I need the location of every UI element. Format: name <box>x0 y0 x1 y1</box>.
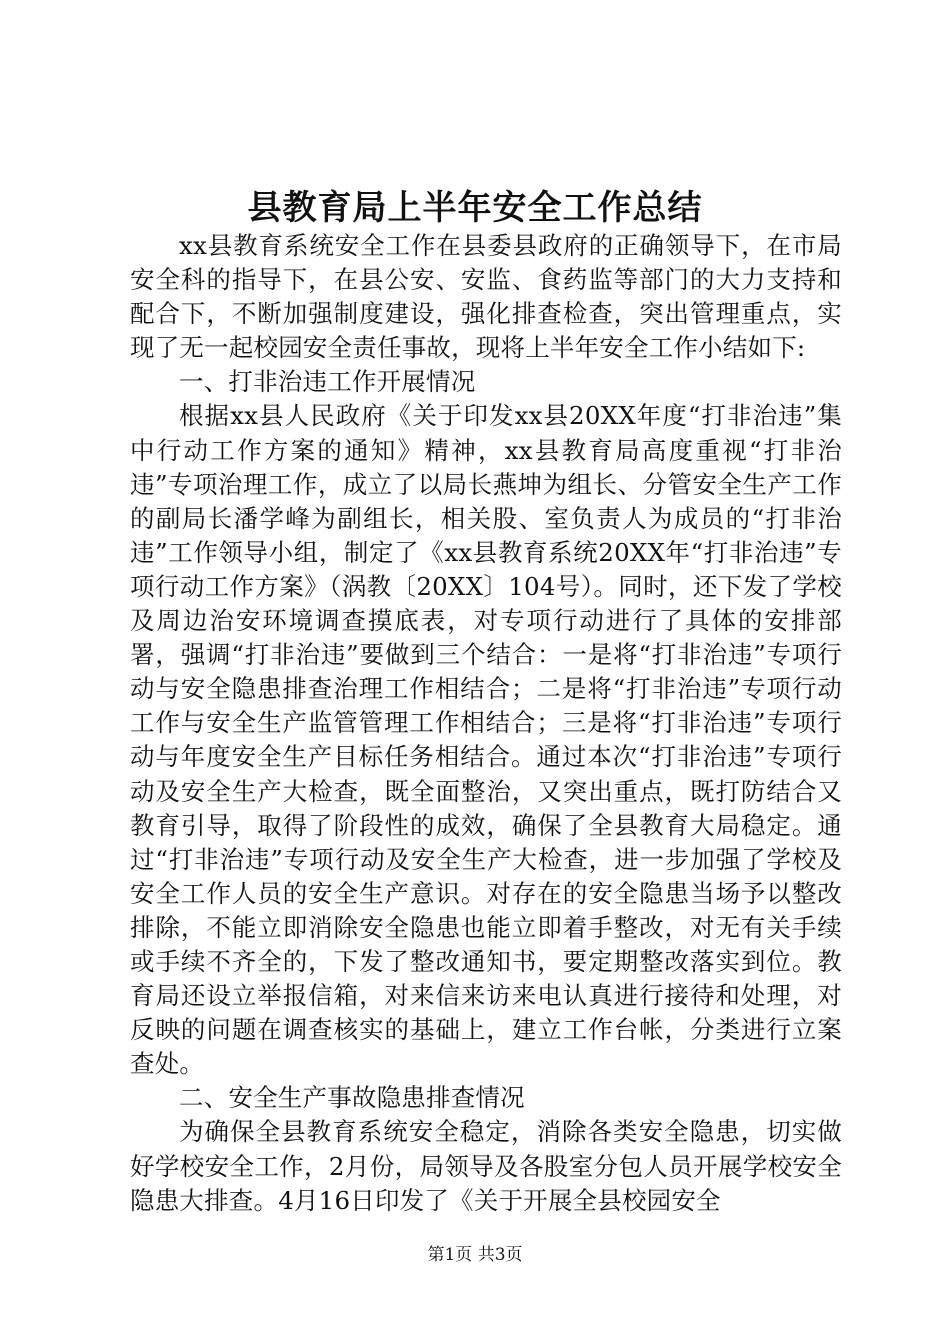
document-body <box>130 229 842 1218</box>
document-title: 县教育局上半年安全工作总结 <box>247 188 703 228</box>
section-heading-2: 二、安全生产事故隐患排查情况 <box>179 1083 525 1113</box>
section-heading-1: 一、打非治违工作开展情况 <box>179 367 476 397</box>
paragraph-section-1: 根据xx县人民政府《关于印发xx县20XX年度“打非治违”集中行动工作方案的通知》精神，xx县教育局高度重视“打非治违”专项治理工作，成立了以局长燕坤为组长、分管安全生产工作的副局长潘学峰为副组长，相关股、室负责人为成员的“打非治违”工作领导小组，制定了《xx县教育系统20XX年“打非治违”专项行动工作方案》（涡教〔20XX〕104号）。同时，还下发了学校及周边治安环境调查摸底表，对专项行动进行了具体的安排部署，强调“打非治违”要做到三个结合：一是将“打非治违”专项行动与安全隐患排查治理工作相结合；二是将“打非治违”专项行动工作与安全生产监管管理工作相结合；三是将“打非治违”专项行动与年度安全生产目标任务相结合。通过本次“打非治违”专项行动及安全生产大检查，既全面整治，又突出重点，既打防结合又教育引导，取得了阶段性的成效，确保了全县教育大局稳定。通过“打非治违”专项行动及安全生产大检查，进一步加强了学校及安全工作人员的安全生产意识。对存在的安全隐患当场予以整改排除，不能立即消除安全隐患也能立即着手整改，对无有关手续或手续不齐全的，下发了整改通知书，要定期整改落实到位。教育局还设立举报信箱，对来信来访来电认真进行接待和处理，对反映的问题在调查核实的基础上，建立工作台帐，分类进行立案查处。 <box>130 401 842 1079</box>
page-number-footer: 第1页 共3页 <box>427 1245 523 1265</box>
paragraph-section-2: 为确保全县教育系统安全稳定，消除各类安全隐患，切实做好学校安全工作，2月份，局领导及各股室分包人员开展学校安全隐患大排查。4月16日印发了《关于开展全县校园安全 <box>130 1117 842 1215</box>
paragraph-intro: xx县教育系统安全工作在县委县政府的正确领导下，在市局安全科的指导下，在县公安、安监、食药监等部门的大力支持和配合下，不断加强制度建设，强化排查检查，突出管理重点，实现了无一起校园安全责任事故，现将上半年安全工作小结如下: <box>130 231 842 363</box>
